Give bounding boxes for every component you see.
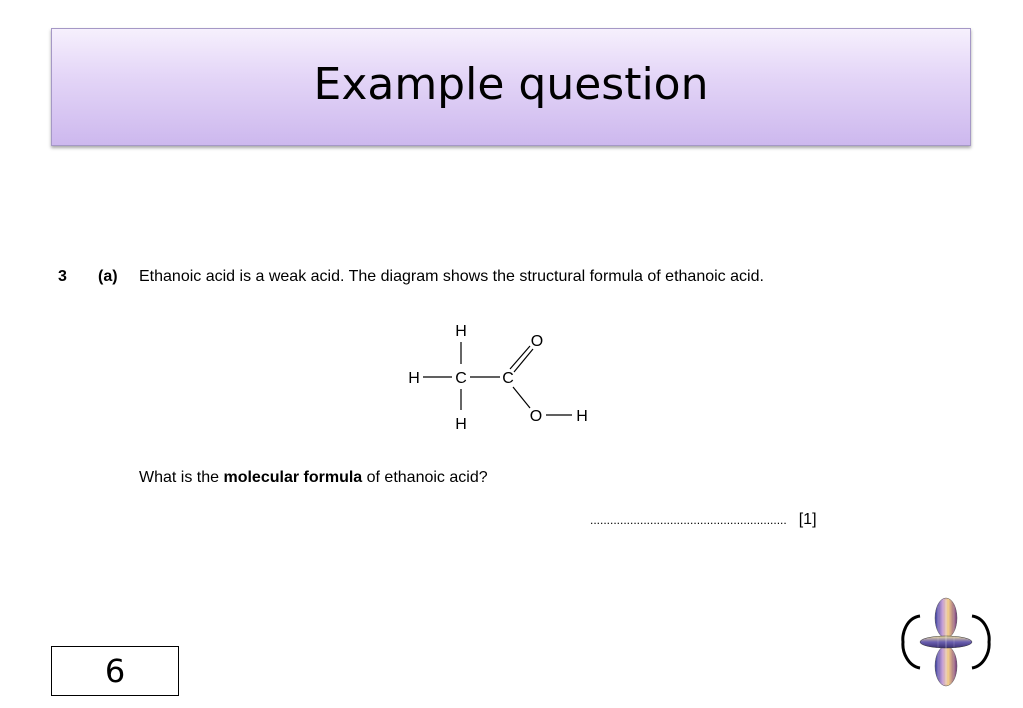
atom-h-left: H xyxy=(408,370,420,387)
question-number: 3 xyxy=(58,268,67,285)
orbital-logo-icon xyxy=(898,596,994,688)
answer-dotted-line: ........................................................... xyxy=(590,513,787,527)
slide-number-box xyxy=(51,646,179,696)
slide-number: 6 xyxy=(104,652,126,690)
atom-o-double: O xyxy=(530,333,544,350)
page-title: Example question xyxy=(313,58,709,110)
question-part: (a) xyxy=(98,268,118,285)
atom-o-single: O xyxy=(529,408,543,425)
question-stem: Ethanoic acid is a weak acid. The diagram shows the structural formula of ethanoic acid. xyxy=(139,268,764,285)
atom-c1: C xyxy=(455,370,467,387)
atom-h-right: H xyxy=(576,408,588,425)
atom-h-bottom: H xyxy=(455,416,467,433)
bond-c2-o-single xyxy=(513,387,530,408)
question-prompt-start: What is the xyxy=(139,469,224,486)
atom-c2: C xyxy=(502,370,514,387)
ethanoic-acid-structure-diagram xyxy=(400,318,600,438)
answer-line xyxy=(590,511,817,529)
question-prompt-bold: molecular formula xyxy=(223,469,363,486)
title-banner xyxy=(51,28,971,146)
question-prompt-end: of ethanoic acid? xyxy=(362,469,488,486)
molecular-formula-question xyxy=(139,469,488,487)
marks-label: [1] xyxy=(798,511,817,528)
atom-h-top: H xyxy=(455,323,467,340)
